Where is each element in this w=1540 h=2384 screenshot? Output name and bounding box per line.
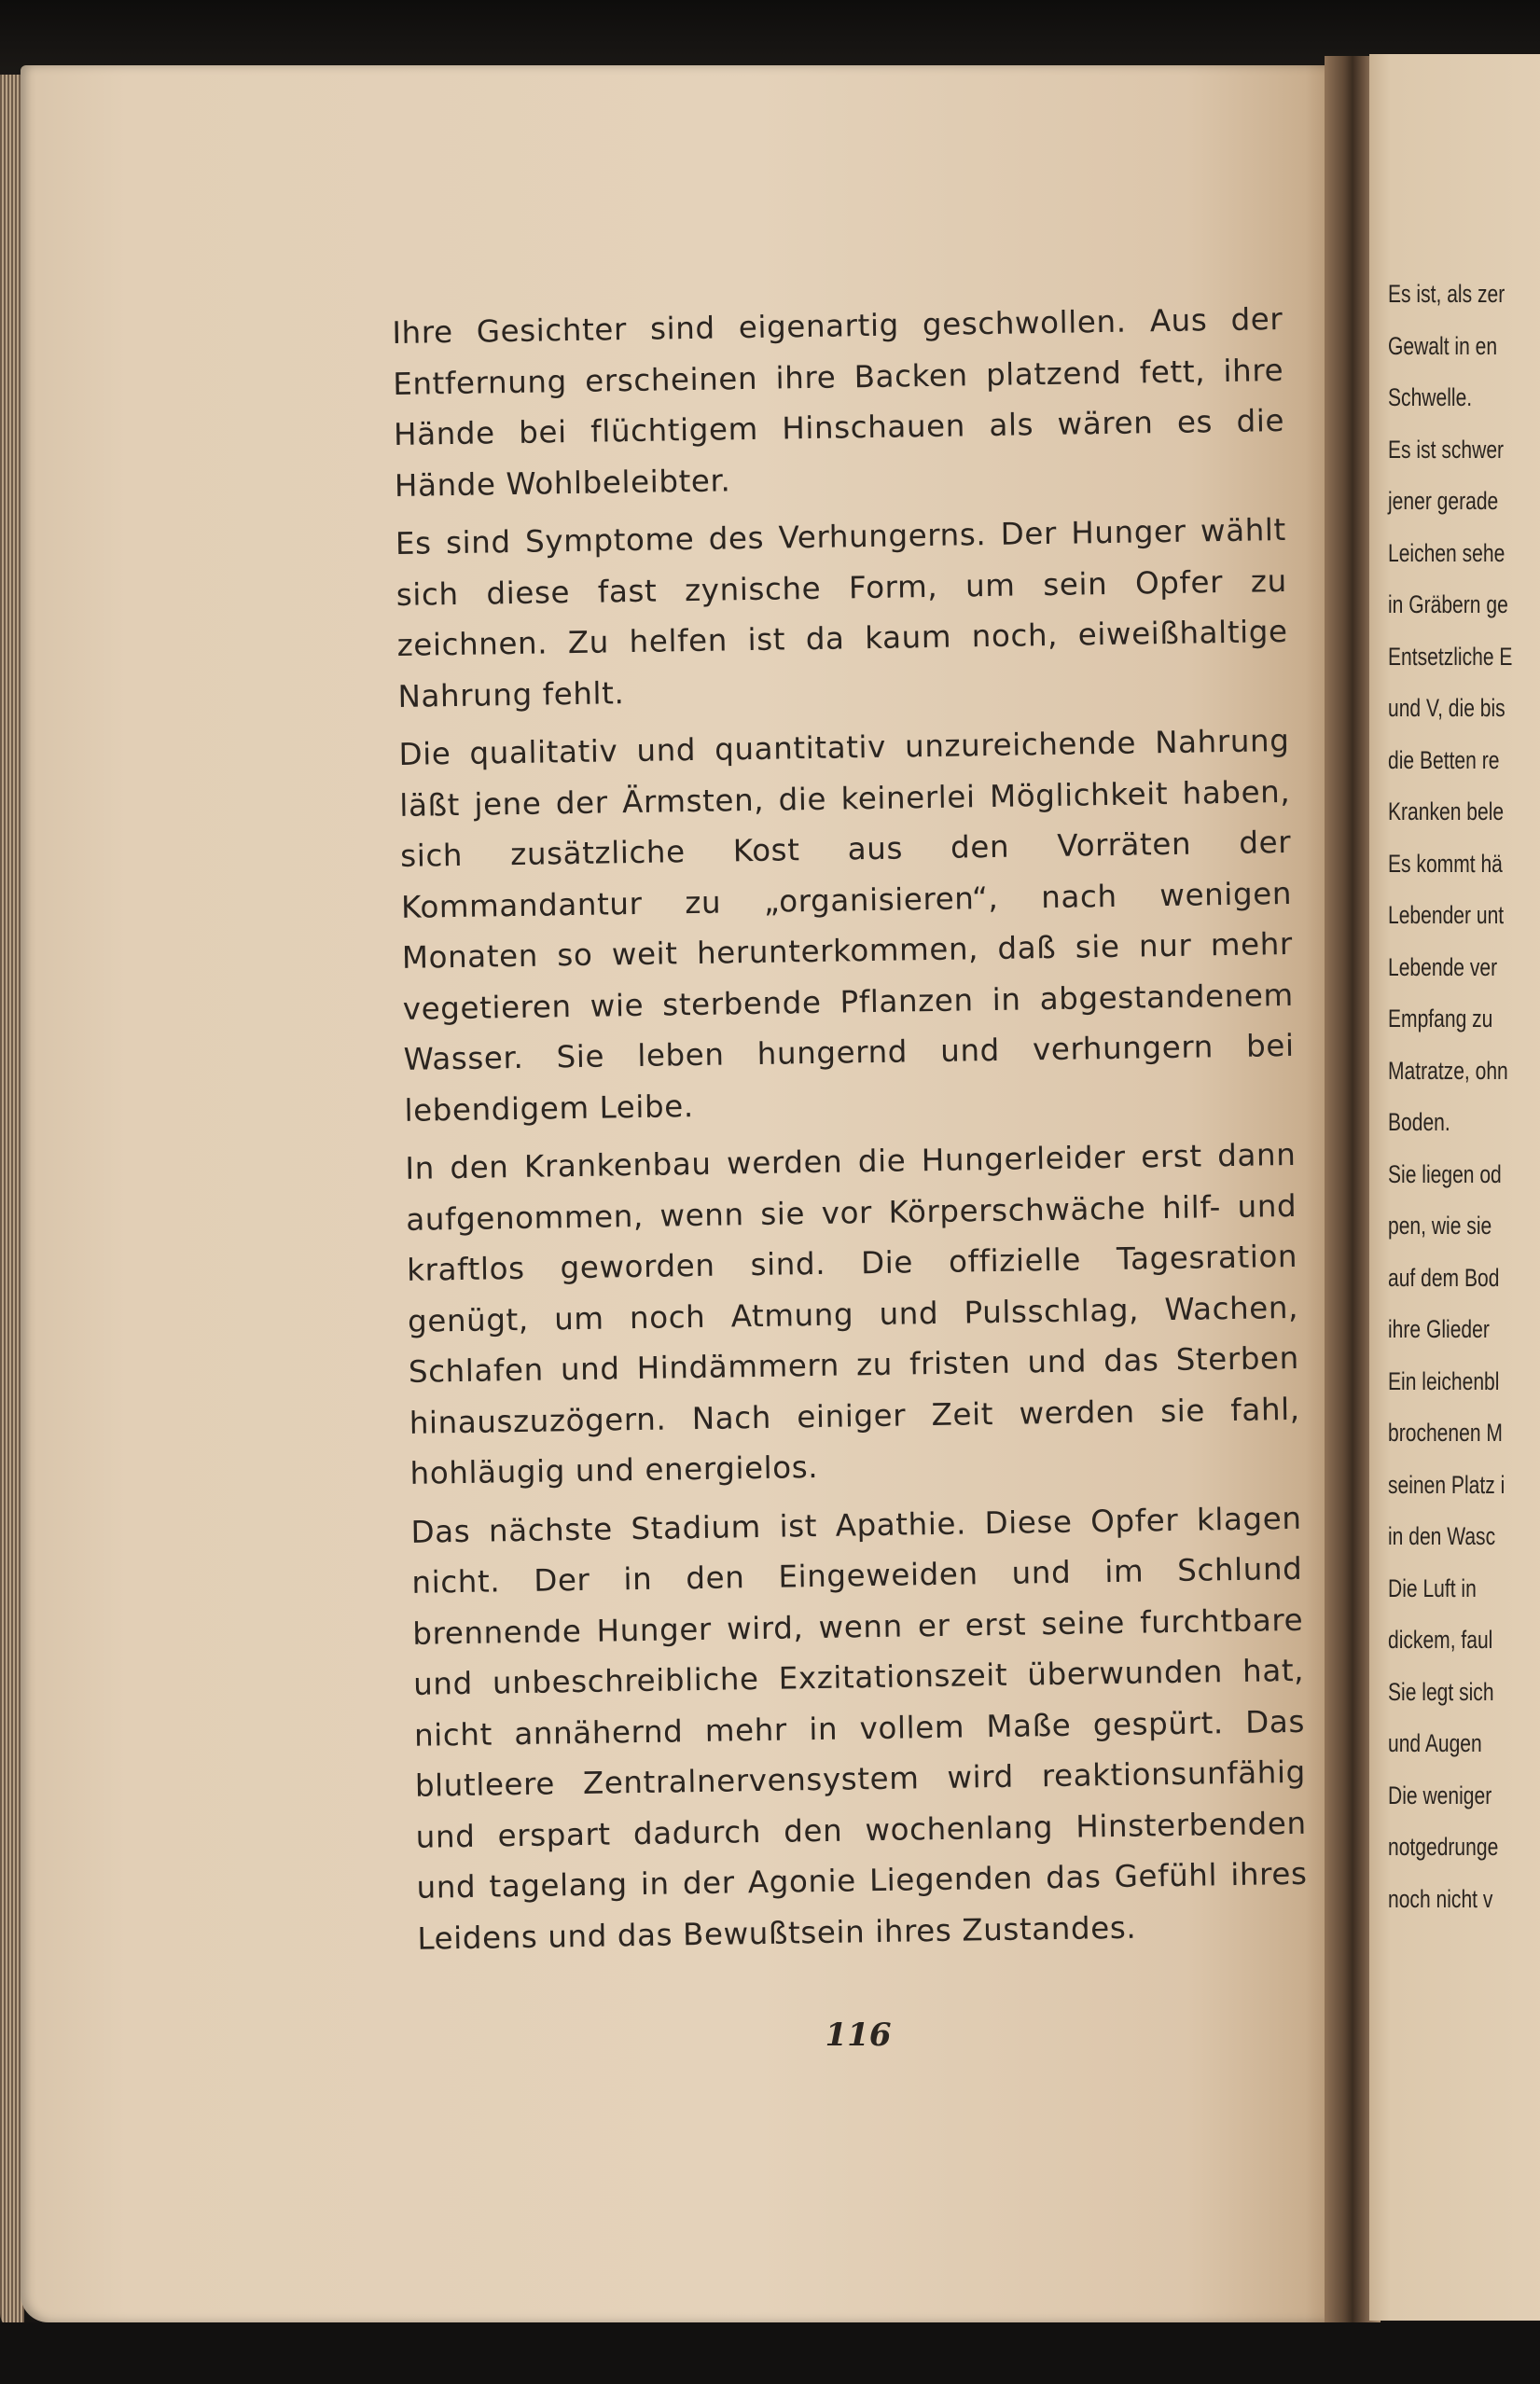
facing-line: Die weniger [1388, 1781, 1492, 1809]
facing-line: auf dem Bod [1388, 1263, 1500, 1292]
facing-line: pen, wie sie [1388, 1212, 1492, 1240]
facing-line: Gewalt in en [1388, 331, 1498, 360]
facing-page-text [1388, 269, 1540, 1925]
facing-line: Es ist, als zer [1388, 280, 1505, 308]
facing-line: Empfang zu [1388, 1005, 1493, 1033]
facing-line: Es kommt hä [1388, 849, 1503, 878]
facing-line: Entsetzliche E [1388, 642, 1513, 671]
facing-line: die Betten re [1388, 745, 1500, 774]
facing-line: Die Luft in [1388, 1573, 1477, 1602]
facing-line: Sie liegen od [1388, 1159, 1502, 1188]
facing-line: Boden. [1388, 1108, 1450, 1136]
facing-line: in Gräbern ge [1388, 590, 1508, 618]
page-body-text [392, 294, 1309, 1972]
facing-line: dickem, faul [1388, 1626, 1493, 1654]
facing-line: und V, die bis [1388, 694, 1505, 722]
paragraph: Ihre Gesichter sind eigenartig geschwollen. Aus der Entfernung erscheinen ihre Backen platzend fett, ihre Hände bei flüchtigem Hinschauen als wären es die Hände Wohlbeleibter. [392, 300, 1285, 504]
paragraph: Die qualitativ und quantitativ unzureichende Nahrung läßt jene der Ärmsten, die keinerlei Möglichkeit haben, sich zusätzliche Kost aus den Vorräten der Kommandantur zu „organisieren“, nach wenigen Monaten so weit herunterkommen, daß sie nur mehr vegetieren wie sterbende Pflanzen in abgestandenem Wasser. Sie leben hungernd und verhungern bei lebendigem Leibe. [398, 722, 1295, 1129]
facing-line: und Augen [1388, 1729, 1482, 1757]
page-number: 116 [825, 2017, 892, 2054]
facing-line: jener gerade [1388, 487, 1499, 515]
facing-line: seinen Platz i [1388, 1470, 1505, 1499]
facing-line: brochenen M [1388, 1419, 1503, 1447]
facing-line: Schwelle. [1388, 383, 1473, 411]
facing-line: Es ist schwer [1388, 435, 1505, 464]
paragraph: In den Krankenbau werden die Hungerleider erst dann aufgenommen, wenn sie vor Körperschwäche hilf- und kraftlos geworden sind. Die offizielle Tagesration genügt, um noch Atmung und Pulsschlag, Wachen, Schlafen und Hindämmern zu fristen und das Sterben hinauszuzögern. Nach einiger Zeit werden sie fahl, hohläugig und energielos. [405, 1136, 1300, 1491]
facing-line: Leichen sehe [1388, 538, 1505, 567]
facing-line: Kranken bele [1388, 797, 1505, 825]
facing-line: Lebende ver [1388, 952, 1498, 981]
facing-line: notgedrunge [1388, 1833, 1499, 1861]
facing-line: ihre Glieder [1388, 1315, 1490, 1343]
paragraph: Es sind Symptome des Verhungerns. Der Hunger wählt sich diese fast zynische Form, um sein Opfer zu zeichnen. Zu helfen ist da kaum noch, eiweißhaltige Nahrung fehlt. [395, 511, 1288, 714]
facing-line: Ein leichenbl [1388, 1366, 1500, 1395]
background-bottom [0, 2322, 1540, 2384]
facing-page [1369, 54, 1540, 2321]
facing-line: Matratze, ohn [1388, 1056, 1508, 1085]
facing-line: in den Wasc [1388, 1522, 1496, 1550]
facing-line: Sie legt sich [1388, 1677, 1494, 1706]
paragraph: Das nächste Stadium ist Apathie. Diese Opfer klagen nicht. Der in den Eingeweiden und im Schlund brennende Hunger wird, wenn er erst seine furchtbare und unbeschreibliche Exzitationszeit überwunden hat, nicht annähernd mehr in vollem Maße gespürt. Das blutleere Zentralnervensystem wird reaktionsunfähig und erspart dadurch den wochenlang Hinsterbenden und tagelang in der Agonie Liegenden das Gefühl ihres Leidens und das Bewußtsein ihres Zustandes. [410, 1500, 1308, 1957]
facing-line: noch nicht v [1388, 1884, 1493, 1913]
facing-line: Lebender unt [1388, 901, 1505, 929]
